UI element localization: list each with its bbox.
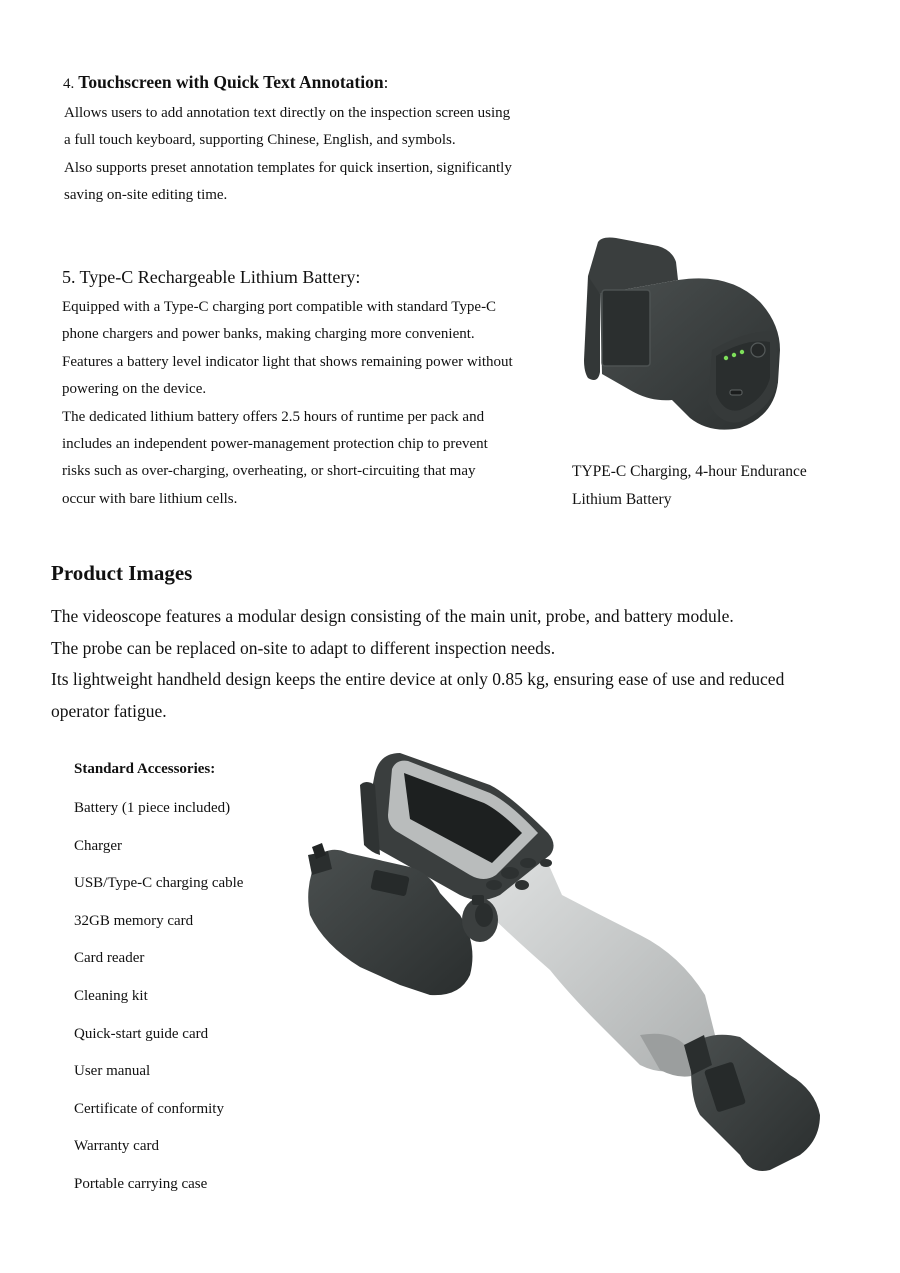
accessory-item: 32GB memory card: [74, 912, 194, 929]
section-5-line: The dedicated lithium battery offers 2.5 hours of runtime per pack and: [62, 408, 485, 425]
battery-caption-line: Lithium Battery: [572, 491, 672, 508]
section-5-line: includes an independent power-management protection chip to prevent: [62, 436, 488, 453]
accessory-item: Portable carrying case: [74, 1175, 208, 1192]
battery-caption: [572, 458, 807, 514]
battery-pack-icon: [580, 232, 790, 437]
accessories-title: Standard Accessories:: [74, 761, 216, 777]
accessory-item: Certificate of conformity: [74, 1100, 224, 1117]
battery-caption-line: TYPE-C Charging, 4-hour Endurance: [572, 463, 807, 480]
section-4-line: a full touch keyboard, supporting Chinese, English, and symbols.: [64, 132, 456, 149]
section-4-number: 4.: [63, 76, 75, 92]
section-5-line: Equipped with a Type-C charging port compatible with standard Type-C: [62, 299, 497, 315]
section-5-line: powering on the device.: [62, 381, 207, 398]
accessory-item: User manual: [74, 1063, 151, 1080]
videoscope-device-icon: [300, 745, 830, 1175]
section-4-line: Allows users to add annotation text directly on the inspection screen using: [64, 105, 511, 121]
accessory-item: Card reader: [74, 950, 145, 967]
section-4-title: Touchscreen with Quick Text Annotation: [78, 72, 384, 92]
section-4-line: Also supports preset annotation templates for quick insertion, significantly: [64, 159, 512, 176]
section-5-line: occur with bare lithium cells.: [62, 490, 238, 507]
section-4-body: [64, 100, 512, 210]
accessory-item: Charger: [74, 837, 123, 854]
intro-line: The videoscope features a modular design consisting of the main unit, probe, and battery module.: [51, 606, 734, 626]
accessory-item: Quick-start guide card: [74, 1025, 209, 1042]
product-images-heading: Product Images: [51, 561, 193, 585]
accessory-item: USB/Type-C charging cable: [74, 875, 244, 892]
accessories-list: [74, 798, 243, 1212]
intro-line: The probe can be replaced on-site to adapt to different inspection needs.: [51, 637, 556, 658]
section-5-body: [62, 294, 513, 513]
section-5-line: Features a battery level indicator light that shows remaining power without: [62, 353, 513, 370]
section-4-heading: [63, 72, 388, 93]
section-4-line: saving on-site editing time.: [64, 187, 228, 204]
product-images-intro: [51, 601, 784, 727]
section-5-heading: [62, 267, 360, 288]
accessory-item: Cleaning kit: [74, 987, 148, 1004]
section-5-number: 5.: [62, 267, 76, 287]
intro-line: Its lightweight handheld design keeps the entire device at only 0.85 kg, ensuring ease of use and reduced: [51, 669, 785, 689]
section-5-title: Type-C Rechargeable Lithium Battery:: [79, 267, 361, 287]
accessory-item: Warranty card: [74, 1138, 159, 1155]
section-5-line: risks such as over-charging, overheating, or short-circuiting that may: [62, 463, 476, 480]
section-5-line: phone chargers and power banks, making charging more convenient.: [62, 326, 475, 343]
section-4-title-suffix: :: [383, 73, 389, 92]
accessory-item: Battery (1 piece included): [74, 800, 231, 816]
intro-line: operator fatigue.: [51, 700, 167, 721]
